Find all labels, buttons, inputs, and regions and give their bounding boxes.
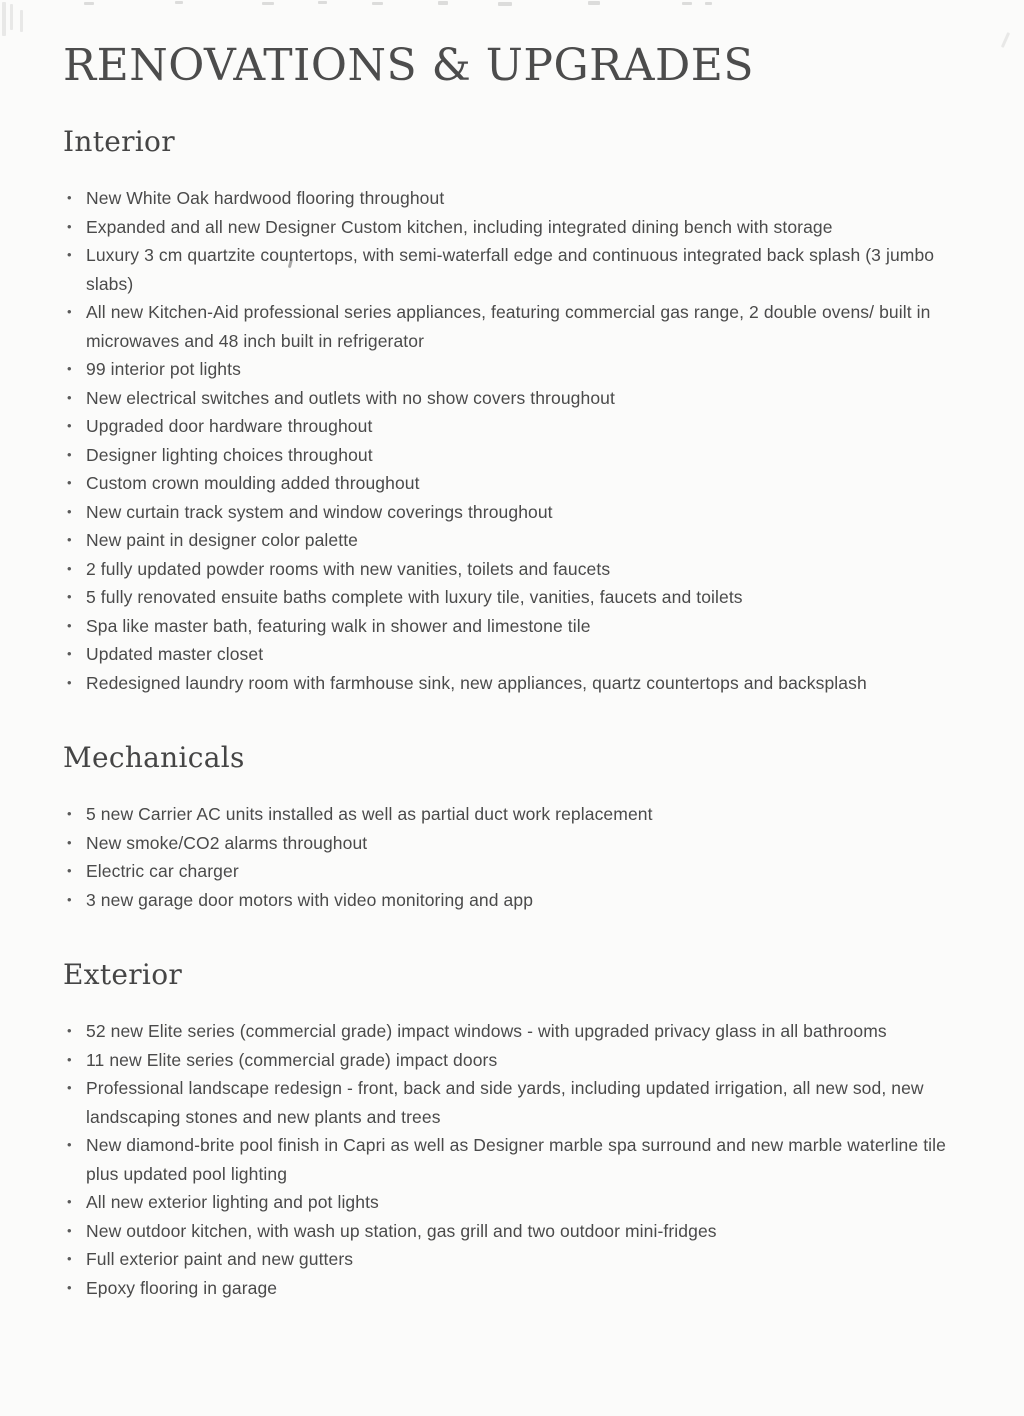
list-item: • 5 new Carrier AC units installed as well as partial duct work replacement [86,800,958,829]
list-item: • New White Oak hardwood flooring throughout [86,184,958,213]
scan-artifact [10,4,13,30]
list-item: • Spa like master bath, featuring walk in shower and limestone tile [86,612,958,641]
bullet-list-interior [63,184,958,697]
list-item: • Updated master closet [86,640,958,669]
list-item: • New electrical switches and outlets with no show covers throughout [86,384,958,413]
list-item: • New curtain track system and window coverings throughout [86,498,958,527]
bullet-list-mechanicals [63,800,958,914]
list-item: • All new Kitchen-Aid professional series appliances, featuring commercial gas range, 2 double ovens/ built in microwaves and 48 inch built in refrigerator [86,298,958,355]
scan-artifact [84,2,94,5]
scan-artifact [20,10,23,32]
list-item: • 3 new garage door motors with video monitoring and app [86,886,958,915]
scan-artifact [705,2,712,5]
scan-artifact [318,1,327,4]
list-item: • Luxury 3 cm quartzite countertops, with semi-waterfall edge and continuous integrated back splash (3 jumbo slabs) [86,241,958,298]
section-heading-mechanicals: Mechanicals [63,741,245,774]
list-item: • Redesigned laundry room with farmhouse sink, new appliances, quartz countertops and backsplash [86,669,958,698]
scan-artifact [682,2,692,5]
scan-artifact [2,2,6,36]
section-exterior [63,958,966,1302]
scan-artifact [175,1,183,4]
list-item: • Electric car charger [86,857,958,886]
list-item: • Epoxy flooring in garage [86,1274,958,1303]
list-item: • Upgraded door hardware throughout [86,412,958,441]
list-item: • 5 fully renovated ensuite baths complete with luxury tile, vanities, faucets and toilets [86,583,958,612]
scan-artifact [588,1,600,5]
list-item: • All new exterior lighting and pot lights [86,1188,958,1217]
list-item: • Expanded and all new Designer Custom kitchen, including integrated dining bench with storage [86,213,958,242]
section-mechanicals [63,741,966,914]
list-item: • New paint in designer color palette [86,526,958,555]
page-title: RENOVATIONS & UPGRADES [63,40,755,91]
scan-artifact [262,2,274,5]
list-item: • 99 interior pot lights [86,355,958,384]
scan-artifact [372,2,383,5]
list-item: • New smoke/CO2 alarms throughout [86,829,958,858]
list-item: • 52 new Elite series (commercial grade) impact windows - with upgraded privacy glass in all bathrooms [86,1017,958,1046]
list-item: • New diamond-brite pool finish in Capri as well as Designer marble spa surround and new marble waterline tile plus updated pool lighting [86,1131,958,1188]
scan-artifact [438,1,448,5]
list-item: • Full exterior paint and new gutters [86,1245,958,1274]
scan-artifact [498,2,512,6]
list-item: • 11 new Elite series (commercial grade) impact doors [86,1046,958,1075]
list-item: • Custom crown moulding added throughout [86,469,958,498]
list-item: • Designer lighting choices throughout [86,441,958,470]
list-item: • 2 fully updated powder rooms with new vanities, toilets and faucets [86,555,958,584]
list-item: • Professional landscape redesign - front, back and side yards, including updated irrigation, all new sod, new landscaping stones and new plants and trees [86,1074,958,1131]
section-heading-interior: Interior [63,125,175,158]
section-heading-exterior: Exterior [63,958,183,991]
bullet-list-exterior [63,1017,958,1302]
list-item: • New outdoor kitchen, with wash up station, gas grill and two outdoor mini-fridges [86,1217,958,1246]
section-interior [63,125,966,697]
